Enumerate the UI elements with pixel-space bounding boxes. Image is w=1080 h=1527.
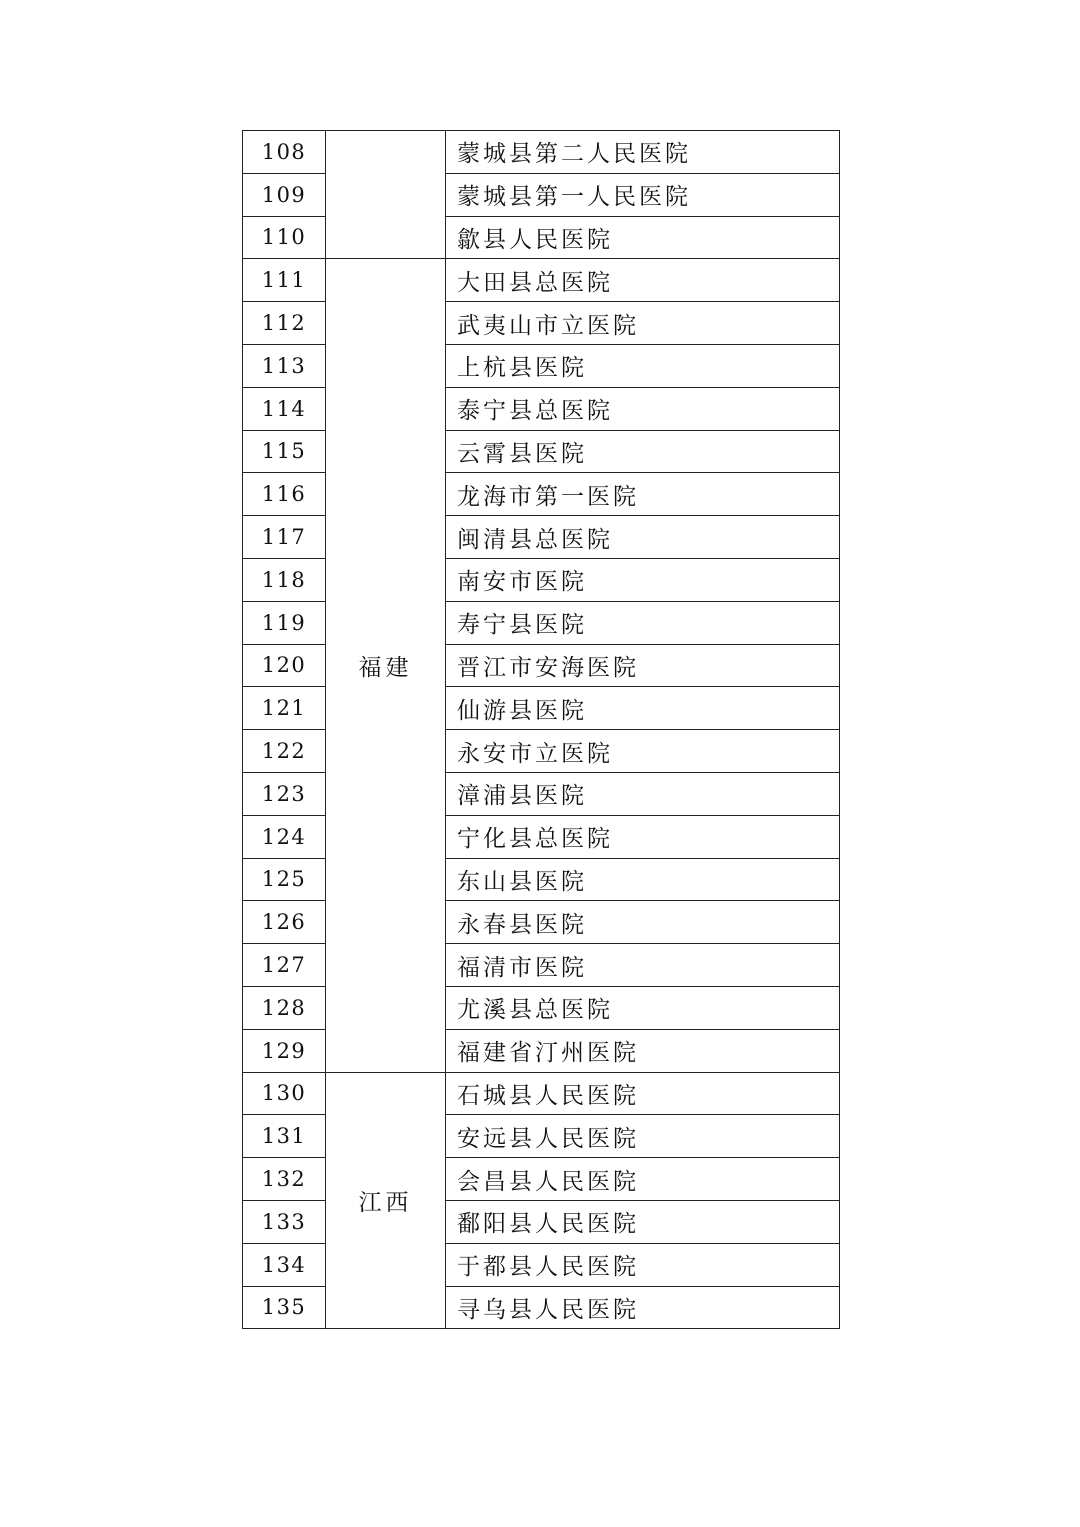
hospital-name-cell: 福清市医院: [446, 944, 840, 987]
hospital-name-cell: 云霄县医院: [446, 430, 840, 473]
row-number-cell: 113: [243, 344, 326, 387]
hospital-name-cell: 上杭县医院: [446, 344, 840, 387]
hospital-name-cell: 安远县人民医院: [446, 1115, 840, 1158]
hospital-name-cell: 蒙城县第一人民医院: [446, 173, 840, 216]
row-number-cell: 119: [243, 601, 326, 644]
hospital-name-cell: 泰宁县总医院: [446, 387, 840, 430]
hospital-name-cell: 尤溪县总医院: [446, 986, 840, 1029]
hospital-name-cell: 漳浦县医院: [446, 772, 840, 815]
table-body: [243, 131, 840, 1329]
hospital-name-cell: 永安市立医院: [446, 730, 840, 773]
hospital-name-cell: 闽清县总医院: [446, 516, 840, 559]
hospital-list-table: [242, 130, 840, 1329]
hospital-name-cell: 龙海市第一医院: [446, 473, 840, 516]
table-row: [243, 1072, 840, 1115]
hospital-name-cell: 蒙城县第二人民医院: [446, 131, 840, 174]
hospital-name-cell: 寿宁县医院: [446, 601, 840, 644]
row-number-cell: 109: [243, 173, 326, 216]
hospital-name-cell: 福建省汀州医院: [446, 1029, 840, 1072]
row-number-cell: 118: [243, 558, 326, 601]
row-number-cell: 132: [243, 1158, 326, 1201]
province-cell: 江西: [326, 1072, 446, 1329]
hospital-name-cell: 宁化县总医院: [446, 815, 840, 858]
hospital-name-cell: 武夷山市立医院: [446, 302, 840, 345]
row-number-cell: 124: [243, 815, 326, 858]
row-number-cell: 114: [243, 387, 326, 430]
hospital-name-cell: 石城县人民医院: [446, 1072, 840, 1115]
table-row: [243, 131, 840, 174]
hospital-name-cell: 寻乌县人民医院: [446, 1286, 840, 1329]
row-number-cell: 131: [243, 1115, 326, 1158]
province-cell: 福建: [326, 259, 446, 1072]
row-number-cell: 125: [243, 858, 326, 901]
table-row: [243, 259, 840, 302]
row-number-cell: 128: [243, 986, 326, 1029]
row-number-cell: 121: [243, 687, 326, 730]
hospital-name-cell: 鄱阳县人民医院: [446, 1200, 840, 1243]
hospital-name-cell: 仙游县医院: [446, 687, 840, 730]
hospital-name-cell: 永春县医院: [446, 901, 840, 944]
row-number-cell: 108: [243, 131, 326, 174]
row-number-cell: 110: [243, 216, 326, 259]
row-number-cell: 115: [243, 430, 326, 473]
hospital-name-cell: 大田县总医院: [446, 259, 840, 302]
row-number-cell: 112: [243, 302, 326, 345]
hospital-name-cell: 南安市医院: [446, 558, 840, 601]
hospital-name-cell: 会昌县人民医院: [446, 1158, 840, 1201]
row-number-cell: 117: [243, 516, 326, 559]
hospital-name-cell: 晋江市安海医院: [446, 644, 840, 687]
row-number-cell: 127: [243, 944, 326, 987]
row-number-cell: 135: [243, 1286, 326, 1329]
row-number-cell: 122: [243, 730, 326, 773]
row-number-cell: 123: [243, 772, 326, 815]
row-number-cell: 129: [243, 1029, 326, 1072]
row-number-cell: 130: [243, 1072, 326, 1115]
row-number-cell: 126: [243, 901, 326, 944]
hospital-name-cell: 歙县人民医院: [446, 216, 840, 259]
hospital-name-cell: 于都县人民医院: [446, 1243, 840, 1286]
row-number-cell: 120: [243, 644, 326, 687]
hospital-name-cell: 东山县医院: [446, 858, 840, 901]
row-number-cell: 134: [243, 1243, 326, 1286]
row-number-cell: 133: [243, 1200, 326, 1243]
row-number-cell: 111: [243, 259, 326, 302]
row-number-cell: 116: [243, 473, 326, 516]
province-cell: [326, 131, 446, 259]
